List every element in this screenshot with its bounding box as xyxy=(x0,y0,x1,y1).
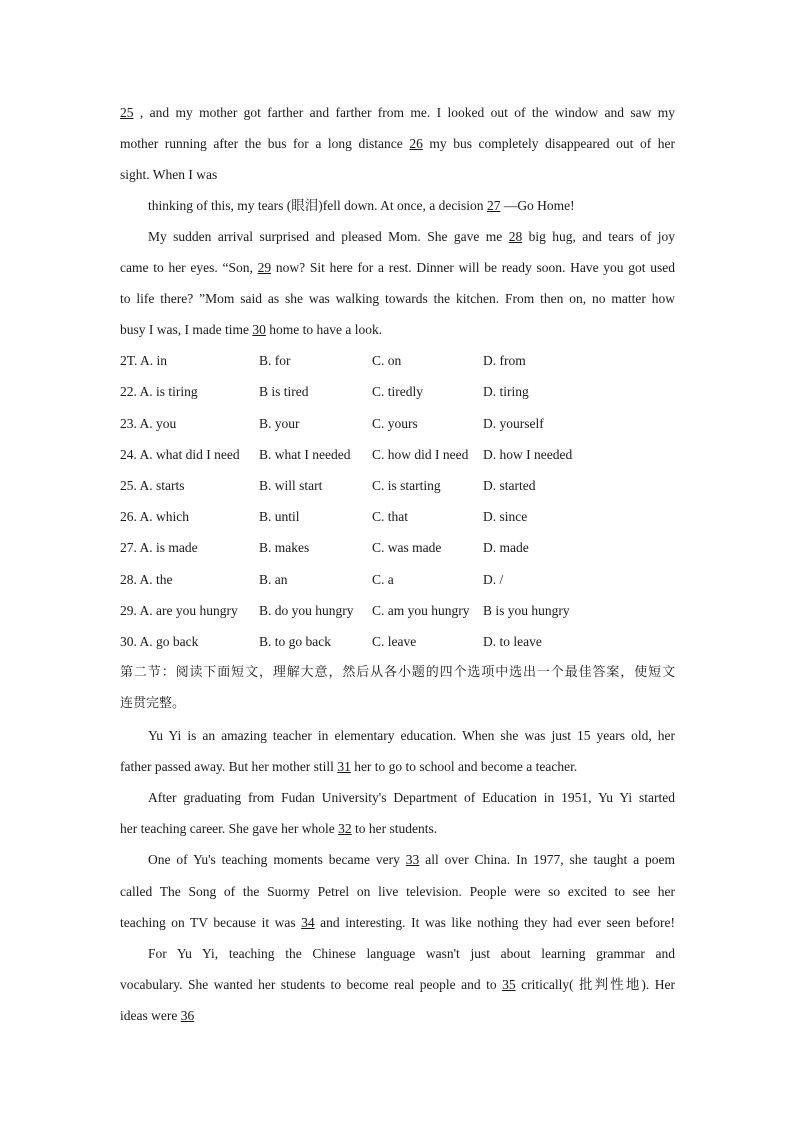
text: and interesting. It was like nothing they had ever seen before! xyxy=(320,915,675,930)
text: came to her eyes. “Son, xyxy=(120,260,253,275)
option-b: B. until xyxy=(259,509,300,524)
text: —Go Home! xyxy=(503,198,575,213)
passage-line: to life there? ”Mom said as she was walking towards the kitchen. From then on, no matter how xyxy=(120,291,675,306)
passage-line xyxy=(120,819,675,839)
blank-number: 27 xyxy=(486,198,501,213)
blank-number: 36 xyxy=(180,1008,195,1023)
option-row xyxy=(120,414,675,434)
text: busy I was, I made time xyxy=(120,322,249,337)
option-b: B. your xyxy=(259,416,300,431)
blank-number: 34 xyxy=(301,915,315,930)
option-b: B. for xyxy=(259,353,291,368)
option-c: C. yours xyxy=(372,416,418,431)
passage-line: Yu Yi is an amazing teacher in elementary education. When she was just 15 years old, her xyxy=(148,728,675,743)
option-row xyxy=(120,570,675,590)
passage-line xyxy=(120,850,675,870)
option-a: 26. A. which xyxy=(120,509,189,524)
section-instructions: 连贯完整。 xyxy=(120,696,186,711)
option-row xyxy=(120,382,675,402)
blank-number: 29 xyxy=(257,260,272,275)
option-row xyxy=(120,476,675,496)
passage-line xyxy=(120,258,675,278)
option-a: 2T. A. in xyxy=(120,353,167,368)
option-a: 25. A. starts xyxy=(120,478,185,493)
option-c: C. on xyxy=(372,353,402,368)
option-a: 28. A. the xyxy=(120,572,173,587)
option-b: B. do you hungry xyxy=(259,603,354,618)
blank-number: 28 xyxy=(508,229,523,244)
option-a: 27. A. is made xyxy=(120,540,198,555)
text: critically( 批判性地). Her xyxy=(521,977,676,992)
passage-line: For Yu Yi, teaching the Chinese language wasn't just about learning grammar and xyxy=(148,946,675,961)
text: One of Yu's teaching moments became very xyxy=(148,852,400,867)
blank-number: 35 xyxy=(502,977,516,992)
option-d: D. / xyxy=(483,572,504,587)
passage-line: sight. When I was xyxy=(120,167,218,182)
option-d: D. from xyxy=(483,353,526,368)
blank-number: 32 xyxy=(338,821,352,836)
option-row xyxy=(120,445,675,465)
text: her teaching career. She gave her whole xyxy=(120,821,335,836)
option-b: B. an xyxy=(259,572,288,587)
passage-line xyxy=(120,227,675,247)
text: her to go to school and become a teacher. xyxy=(354,759,578,774)
option-c: C. how did I need xyxy=(372,447,469,462)
passage-line xyxy=(120,320,675,340)
text: teaching on TV because it was xyxy=(120,915,296,930)
option-c: C. a xyxy=(372,572,394,587)
blank-number: 31 xyxy=(337,759,351,774)
option-row xyxy=(120,507,675,527)
text: my bus completely disappeared out of her xyxy=(429,136,676,151)
text: home to have a look. xyxy=(269,322,383,337)
option-d: B is you hungry xyxy=(483,603,570,618)
option-d: D. since xyxy=(483,509,528,524)
passage-line xyxy=(120,1006,675,1026)
option-a: 30. A. go back xyxy=(120,634,199,649)
passage-line xyxy=(120,196,675,216)
option-b: B. to go back xyxy=(259,634,331,649)
option-c: C. tiredly xyxy=(372,384,423,399)
passage-line xyxy=(120,975,675,995)
option-d: D. started xyxy=(483,478,536,493)
text: vocabulary. She wanted her students to become real people and to xyxy=(120,977,497,992)
option-d: D. made xyxy=(483,540,529,555)
option-b: B is tired xyxy=(259,384,309,399)
option-a: 23. A. you xyxy=(120,416,177,431)
option-d: D. to leave xyxy=(483,634,542,649)
option-b: B. makes xyxy=(259,540,310,555)
text: , and my mother got farther and farther from me. I looked out of the window and saw my xyxy=(139,105,676,120)
option-row xyxy=(120,632,675,652)
section-instructions: 第二节：阅读下面短文，理解大意，然后从各小题的四个选项中选出一个最佳答案，使短文 xyxy=(120,665,675,680)
option-c: C. leave xyxy=(372,634,417,649)
text: big hug, and tears of joy xyxy=(528,229,676,244)
option-row xyxy=(120,351,675,371)
text: mother running after the bus for a long distance xyxy=(120,136,403,151)
option-d: D. tiring xyxy=(483,384,529,399)
option-row xyxy=(120,538,675,558)
passage-line xyxy=(120,103,675,123)
option-a: 22. A. is tiring xyxy=(120,384,198,399)
option-a: 24. A. what did I need xyxy=(120,447,240,462)
blank-number: 30 xyxy=(252,322,266,337)
text: thinking of this, my tears (眼泪)fell down. At once, a decision xyxy=(148,198,484,213)
option-d: D. yourself xyxy=(483,416,544,431)
passage-line xyxy=(120,134,675,154)
option-row xyxy=(120,601,675,621)
blank-number: 25 xyxy=(120,105,134,120)
option-a: 29. A. are you hungry xyxy=(120,603,238,618)
option-b: B. what I needed xyxy=(259,447,351,462)
passage-line: After graduating from Fudan University's Department of Education in 1951, Yu Yi started xyxy=(148,790,675,805)
blank-number: 33 xyxy=(405,852,420,867)
text: father passed away. But her mother still xyxy=(120,759,334,774)
passage-line: called The Song of the Suormy Petrel on live television. People were so excited to see her xyxy=(120,884,675,899)
option-c: C. that xyxy=(372,509,408,524)
option-b: B. will start xyxy=(259,478,323,493)
option-c: C. am you hungry xyxy=(372,603,470,618)
text: ideas were xyxy=(120,1008,178,1023)
option-c: C. was made xyxy=(372,540,442,555)
blank-number: 26 xyxy=(409,136,423,151)
text: all over China. In 1977, she taught a poem xyxy=(425,852,676,867)
text: now? Sit here for a rest. Dinner will be ready soon. Have you got used xyxy=(275,260,676,275)
passage-line xyxy=(120,757,675,777)
option-d: D. how I needed xyxy=(483,447,573,462)
text: My sudden arrival surprised and pleased Mom. She gave me xyxy=(148,229,503,244)
option-c: C. is starting xyxy=(372,478,441,493)
text: to her students. xyxy=(355,821,438,836)
passage-line xyxy=(120,913,675,933)
